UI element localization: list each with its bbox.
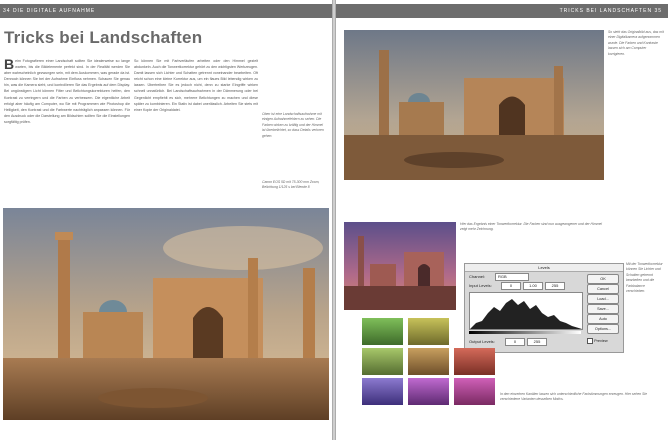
page-title: Tricks bei Landschaften [4,28,203,47]
input-level-black[interactable]: 0 [501,282,521,290]
caption-dialog: Mit der Tonwertkorrektur können Sie Lichter und Schatten getrennt bearbeiten und die Farbbalance verschieben. [626,262,663,294]
save-button[interactable]: Save... [587,304,619,314]
right-page [336,0,668,440]
histogram [469,292,583,330]
channel-label: Channel: [469,274,486,279]
options-button[interactable]: Options... [587,324,619,334]
ok-button[interactable]: OK [587,274,619,284]
caption-mid: Hier das Ergebnis einer Tonwertkorrektur. Die Farben sind nun ausgewogener und der Himmel zeigt mehr Zeichnung. [460,222,603,232]
body-text-2: So können Sie mit Farbverläufen arbeiten oder den Himmel gezielt abdunkeln. Auch die Tonwertkorrektur gehört zu den wichtigsten Werkzeugen. Damit lassen sich Lichter und Schatten getrennt voneinander bearbeiten. Oft reicht schon eine kleine Korrektur aus, um ein flaues Bild lebendig wirken zu lassen. Übertreiben Sie es jedoch nicht, denn zu starke Eingriffe wirken schnell unnatürlich. Bei Landschaftsaufnahmen in der Dämmerung oder bei Gegenlicht empfiehlt es sich, mehrere Belichtungen zu machen und diese später zu kombinieren. Ein Stativ ist dabei unerlässlich. Arbeiten Sie stets mit einer Kopie der Originaldatei. [134,59,258,112]
variant-swatch-5 [454,348,495,375]
caption-2: Canon EOS 5D mit 75-300 mm Zoom, Belichtung 1/125 s bei Blende 8 [262,180,320,190]
variant-swatch-1 [362,318,403,345]
preview-label: Preview [594,339,608,343]
checkbox-icon [587,338,593,344]
input-levels-label: Input Levels: [469,283,492,288]
preview-checkbox[interactable] [587,338,608,344]
body-column-2 [134,58,258,200]
body-text-1: eim Fotografieren einer Landschaft sollten Sie idealerweise so lange warten, bis die Bildelemente perfekt sind. In der Realität werden Sie aber wahrscheinlich gezwungen sein, mit dem Auskommen, was gerade da ist. Dennoch können Sie bei der Aufnahme Einfluss nehmen. Schauen Sie genau hin, was die Kamera sieht, und kontrollieren Sie das Ergebnis auf dem Display. Bei ungünstigem Licht können Filter und Belichtungskorrekturen helfen, den Kontrast zu verringern und die Farben zu verbessern. Die eigentliche Arbeit erfolgt aber häufig am Computer, wo Sie mit Programmen wie Photoshop die Helligkeit, den Kontrast und die Farbwerte nachträglich anpassen können. Für den Ausdruck oder die Darstellung am Bildschirm sollten Sie die Einstellungen sorgfältig prüfen. [4,59,130,124]
variant-swatch-7 [408,378,449,405]
variant-swatch-8 [454,378,495,405]
variant-swatch-6 [362,378,403,405]
auto-button[interactable]: Auto [587,314,619,324]
dropcap: B [4,58,15,72]
variant-swatch-2 [408,318,449,345]
caption-1: Oben ist eine Landschaftsaufnahme mit einigen Aufnahmefehlern zu sehen. Die Farben wirken zu kräftig und der Himmel ist überbelichtet, so dass Details verloren gehen. [262,112,324,138]
landscape-photo-large [3,208,329,420]
variant-swatch-4 [408,348,449,375]
variant-swatch-3 [362,348,403,375]
output-gradient-bar [469,331,581,334]
load-button[interactable]: Load... [587,294,619,304]
caption-top: So sieht das Originalbild aus, das mit einer Digitalkamera aufgenommen wurde. Die Farben und Kontraste lassen sich am Computer korrigieren. [608,30,664,56]
dialog-title: Levels [465,264,623,272]
output-level-black[interactable]: 0 [505,338,525,346]
landscape-photo-corrected [344,222,456,310]
output-levels-label: Output Levels: [469,339,495,344]
landscape-photo-top [344,30,604,180]
running-head-right: TRICKS BEI LANDSCHAFTEN 35 [336,4,668,18]
channel-select[interactable]: RGB [495,273,529,281]
input-level-white[interactable]: 255 [545,282,565,290]
input-level-gamma[interactable]: 1.00 [523,282,543,290]
body-column-1 [4,58,130,200]
running-head-left: 34 DIE DIGITALE AUFNAHME [0,4,332,18]
caption-bottom: In den einzelnen Kanälen lassen sich unterschiedliche Farbstimmungen erzeugen. Hier sehen Sie verschiedene Varianten desselben Motivs. [500,392,648,402]
left-page [0,0,332,440]
levels-dialog [464,263,624,353]
output-level-white[interactable]: 255 [527,338,547,346]
cancel-button[interactable]: Cancel [587,284,619,294]
